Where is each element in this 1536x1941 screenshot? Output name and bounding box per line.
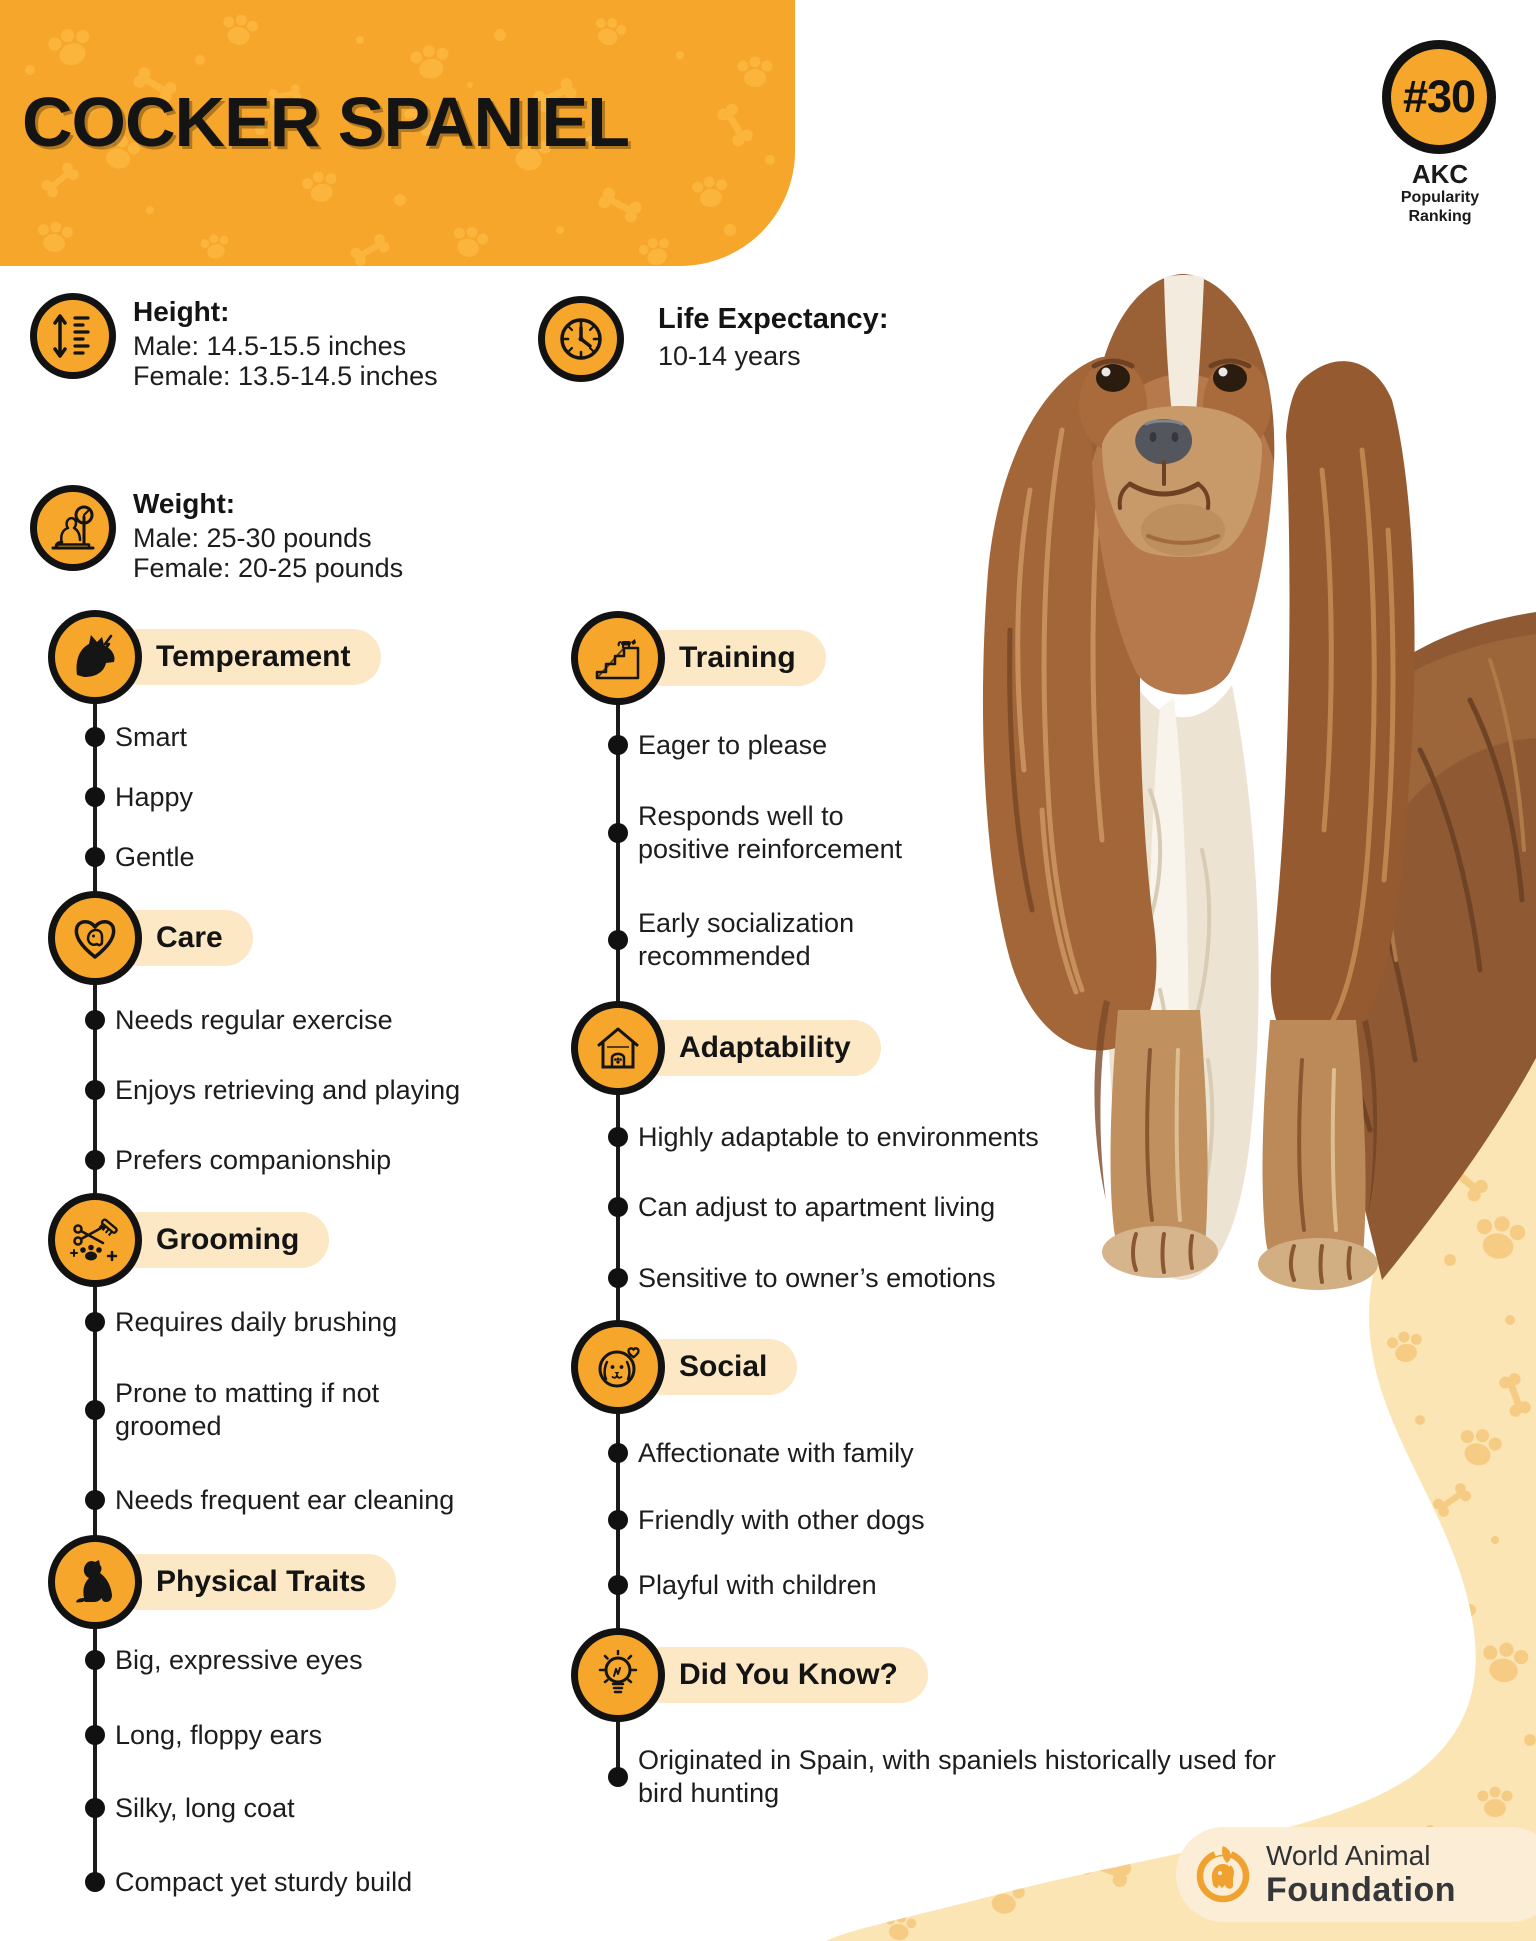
akc-rank-caption <box>1360 160 1520 226</box>
list-item: Prefers companionship <box>115 1145 392 1175</box>
list-item: Highly adaptable to environments <box>638 1122 1039 1152</box>
world-animal-foundation-logo <box>1176 1827 1536 1922</box>
height-female: Female: 13.5-14.5 inches <box>133 361 438 391</box>
list-item: Prone to matting if not groomed <box>115 1378 380 1441</box>
section-title: Physical Traits <box>156 1565 367 1598</box>
akc-rank-badge <box>1382 40 1496 154</box>
weight-stat-circle <box>30 485 116 571</box>
weight-female: Female: 20-25 pounds <box>133 553 404 583</box>
timeline-dot <box>85 1490 105 1510</box>
timeline-dot <box>608 823 628 843</box>
life-expectancy-value: 10-14 years <box>658 341 801 371</box>
timeline-dot <box>608 1510 628 1530</box>
timeline-dot <box>608 735 628 755</box>
height-label: Height: <box>133 296 230 327</box>
list-item: Needs regular exercise <box>115 1005 393 1035</box>
list-item: Responds well to positive reinforcement <box>638 801 903 864</box>
list-item: Early socialization recommended <box>638 908 855 971</box>
list-item: Eager to please <box>638 730 828 760</box>
section-title: Training <box>679 641 796 674</box>
section-title: Adaptability <box>679 1031 851 1064</box>
timeline-dot <box>608 1197 628 1217</box>
dog-head-lightning-icon <box>69 631 121 683</box>
timeline-dot <box>608 1443 628 1463</box>
waf-logo-icon <box>1194 1845 1252 1903</box>
life-expectancy-label: Life Expectancy: <box>658 303 889 335</box>
timeline-dot <box>608 1575 628 1595</box>
clock-icon <box>555 313 607 365</box>
section-title-pill-did-you-know <box>635 1647 928 1703</box>
page-title: COCKER SPANIEL <box>22 83 629 161</box>
section-icon-circle-social <box>571 1320 665 1414</box>
height-male: Male: 14.5-15.5 inches <box>133 331 407 361</box>
timeline-dot <box>608 1767 628 1787</box>
header-banner <box>0 0 795 266</box>
height-stat-circle <box>30 293 116 379</box>
list-item: Needs frequent ear cleaning <box>115 1485 455 1515</box>
section-icon-circle-temperament <box>48 610 142 704</box>
timeline-dot <box>85 1150 105 1170</box>
section-title: Social <box>679 1350 768 1383</box>
list-item: Long, floppy ears <box>115 1720 323 1750</box>
timeline-dot <box>85 1725 105 1745</box>
list-item: Can adjust to apartment living <box>638 1192 996 1222</box>
waf-logo-text <box>1266 1840 1456 1908</box>
timeline-dot <box>85 1650 105 1670</box>
dog-house-icon <box>592 1022 644 1074</box>
section-title-pill-grooming <box>112 1212 329 1268</box>
section-icon-circle-care <box>48 891 142 985</box>
timeline-dot <box>85 1798 105 1818</box>
dog-stairs-icon <box>592 632 644 684</box>
heart-dog-icon <box>69 912 121 964</box>
list-item: Smart <box>115 722 188 752</box>
sitting-dog-icon <box>69 1556 121 1608</box>
popularity-label: Popularity <box>1400 189 1480 206</box>
timeline-dot <box>85 1400 105 1420</box>
timeline-dot <box>608 930 628 950</box>
brand-line-2: Foundation <box>1266 1871 1457 1909</box>
timeline-dot <box>85 1312 105 1332</box>
section-icon-circle-training <box>571 611 665 705</box>
life-stat-circle <box>538 296 624 382</box>
list-item: Affectionate with family <box>638 1438 914 1468</box>
height-ruler-icon <box>47 310 99 362</box>
list-item: Enjoys retrieving and playing <box>115 1075 461 1105</box>
scissors-comb-paw-icon <box>69 1214 121 1266</box>
section-title: Care <box>156 921 223 954</box>
section-title-pill-physical-traits <box>112 1554 396 1610</box>
section-icon-circle-did-you-know <box>571 1628 665 1722</box>
weight-male: Male: 25-30 pounds <box>133 523 372 553</box>
timeline-dot <box>608 1268 628 1288</box>
brand-line-1: World Animal <box>1266 1840 1431 1871</box>
list-item: Sensitive to owner’s emotions <box>638 1263 996 1293</box>
list-item: Requires daily brushing <box>115 1307 398 1337</box>
timeline-dot <box>85 847 105 867</box>
section-icon-circle-adaptability <box>571 1001 665 1095</box>
list-item: Compact yet sturdy build <box>115 1867 413 1897</box>
list-item: Happy <box>115 782 194 812</box>
timeline-dot <box>85 1010 105 1030</box>
list-item: Big, expressive eyes <box>115 1645 363 1675</box>
section-title-pill-adaptability <box>635 1020 881 1076</box>
list-item: Playful with children <box>638 1570 877 1600</box>
weight-label: Weight: <box>133 488 236 519</box>
section-title: Did You Know? <box>679 1658 898 1691</box>
section-title: Grooming <box>156 1223 300 1256</box>
timeline-dot <box>85 727 105 747</box>
list-item: Silky, long coat <box>115 1793 295 1823</box>
dog-face-heart-icon <box>592 1341 644 1393</box>
timeline-dot <box>85 1872 105 1892</box>
section-icon-circle-grooming <box>48 1193 142 1287</box>
section-icon-circle-physical-traits <box>48 1535 142 1629</box>
list-item: Originated in Spain, with spaniels historically used for bird hunting <box>638 1745 1276 1808</box>
rank-number: #30 <box>1402 71 1476 122</box>
list-item: Friendly with other dogs <box>638 1505 925 1535</box>
dog-scale-icon <box>47 502 99 554</box>
section-title: Temperament <box>156 640 351 673</box>
section-title-pill-temperament <box>112 629 381 685</box>
ranking-label: Ranking <box>1408 208 1472 225</box>
akc-label: AKC <box>1411 159 1469 189</box>
timeline-dot <box>608 1127 628 1147</box>
timeline-dot <box>85 787 105 807</box>
timeline-dot <box>85 1080 105 1100</box>
lightbulb-icon <box>592 1649 644 1701</box>
list-item: Gentle <box>115 842 195 872</box>
